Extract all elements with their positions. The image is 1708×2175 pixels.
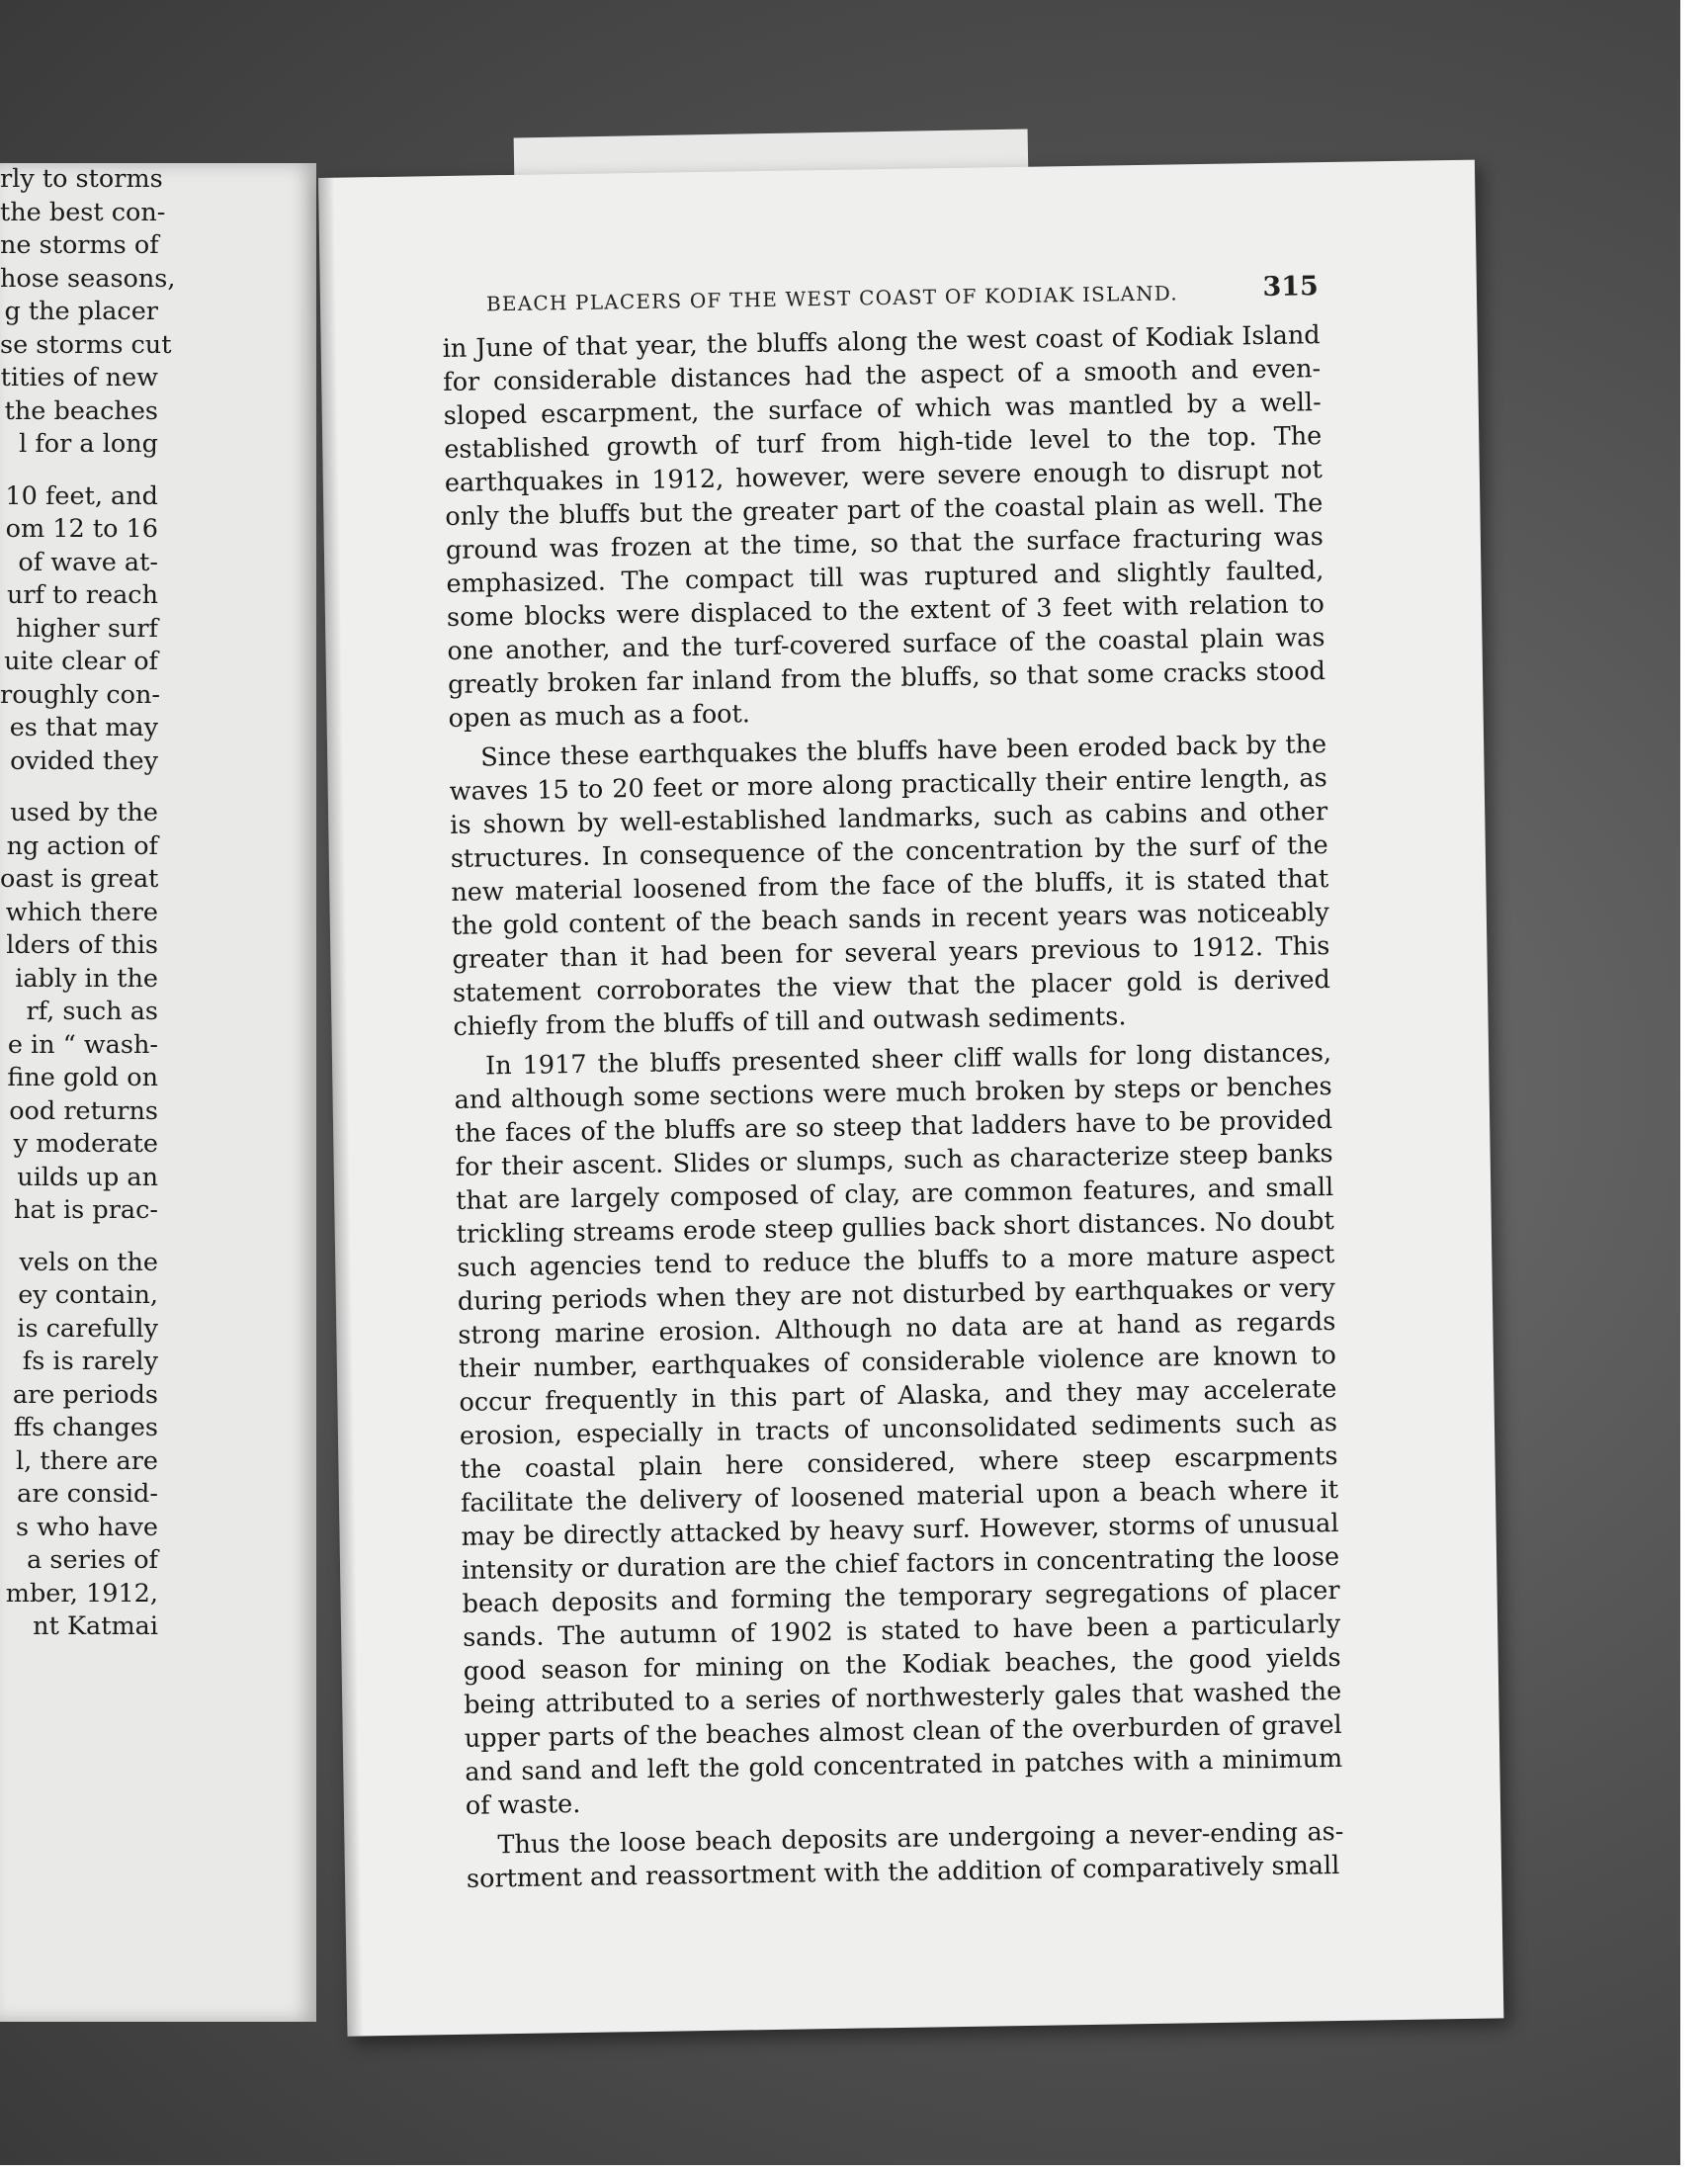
left-text-line: urf to reach [6,580,158,610]
body-text [442,318,1344,1902]
left-text-line: uite clear of [4,647,158,676]
left-text-line: iably in the [15,963,158,994]
paragraph-gap [0,778,158,797]
left-text-line: y moderate [13,1129,158,1159]
left-text-line: hat is prac- [14,1195,158,1225]
right-page [318,160,1503,2037]
left-text-line: e in “ wash- [7,1029,158,1060]
left-text-line: the best con- [0,197,166,227]
left-text-line: es that may [9,713,158,742]
paragraph-gap [0,462,158,480]
left-text-line: oast is great [0,864,159,894]
left-text-line: om 12 to 16 [5,514,158,544]
left-text-line: 10 feet, and [5,480,158,511]
left-text-line: are consid- [17,1479,158,1509]
paragraph: in June of that year, the bluffs along the west coast of Kodiak Island for considerable distances had the aspect of a smooth and even-sloped escarpment, the surface of which was mantled by a well-established growth of turf from high-tide level to the top. The earthquakes in 1912, however, were severe enough to disrupt not only the bluffs but the greater part of the coastal plain as well. The ground was frozen at the time, so that the surface fracturing was emphasized. The compact till was ruptured and slightly faulted, some blocks were displaced to the extent of 3 feet with relation to one another, and the turf-covered surface of the coastal plain was greatly broken far inland from the bluffs, so that some cracks stood open as much as a foot. [442,320,1326,734]
paragraph-gap [0,1228,158,1247]
left-text-line: uilds up an [17,1162,158,1192]
left-text-line: ood returns [9,1095,158,1126]
left-text-line: which there [5,897,158,927]
left-text-line: vels on the [19,1247,158,1277]
paragraph: Thus the loose beach deposits are undergoing a never-ending assortment and reassortment with the addition of comparatively small [466,1816,1344,1894]
left-text-line: hose seasons, [0,263,176,294]
left-text-line: nt Katmai [33,1611,158,1641]
page-number: 315 [1262,271,1320,304]
left-text-line: se storms cut [0,329,172,360]
left-text-line: fs is rarely [22,1347,158,1376]
left-text-line: ovided they [10,745,158,776]
left-page-text [0,163,176,1644]
left-text-line: used by the [10,798,158,827]
left-text-line: is carefully [17,1313,158,1344]
paragraph: Since these earthquakes the bluffs have been eroded back by the waves 15 to 20 feet or more along practically their entire length, as is shown by well-established landmarks, such as cabins and other structures. In consequence of the concentration by the surf of the new material loosened from the face of the bluffs, it is stated that the gold content of the beach sands in recent years was noticeably greater than it had been for several years previous to 1912. This statement corroborates the view that the placer gold is derived chiefly from the bluffs of till and outwash sediments. [449,730,1331,1042]
left-text-line: l, there are [16,1445,158,1476]
left-text-line: s who have [15,1512,158,1542]
left-text-line: mber, 1912, [5,1578,158,1609]
running-head: BEACH PLACERS OF THE WEST COAST OF KODIAK ISLAND. [485,281,1179,316]
left-text-line: of wave at- [18,547,158,577]
left-text-line: roughly con- [0,679,161,710]
left-text-line: l for a long [19,429,158,459]
left-text-line: rf, such as [26,997,158,1026]
left-text-line: g the placer [4,297,158,326]
left-text-line: fine gold on [7,1063,158,1092]
left-text-line: lders of this [6,930,158,960]
left-text-line: ey contain, [18,1280,158,1310]
left-text-line: rly to storms [0,164,163,194]
left-text-line: ng action of [6,830,158,861]
paragraph: In 1917 the bluffs presented sheer cliff walls for long distances, and although some sections were much broken by steps or benches the faces of the bluffs are so steep that ladders have to be provided for their ascent. Slides or slumps, such as characterize steep banks that are largely composed of clay, are common features, and small trickling streams erode steep gullies back short distances. No doubt such agencies tend to reduce the bluffs to a more mature aspect during periods when they are not disturbed by earthquakes or very strong marine erosion. Although no data are at hand as regards their number, earthquakes of considerable violence are known to occur frequently in this part of Alaska, and they may accelerate erosion, especially in tracts of unconsolidated sediments such as the coastal plain here considered, where steep escarpments facilitate the delivery of loosened material upon a beach where it may be directly attacked by heavy surf. However, storms of unusual intensity or duration are the chief factors in concentrating the loose beach deposits and forming the temporary segregations of placer sands. The autumn of 1902 is stated to have been a particularly good season for mining on the Kodiak beaches, the good yields being attributed to a series of northwesterly gales that washed the upper parts of the beaches almost clean of the overburden of gravel and sand and left the gold concentrated in patches with a minimum of waste. [454,1038,1343,1821]
left-text-line: are periods [12,1379,158,1410]
left-text-line: ne storms of [0,230,159,260]
left-text-line: tities of new [0,363,158,392]
left-text-line: the beaches [4,395,158,426]
left-text-line: ffs changes [13,1413,158,1442]
left-text-line: higher surf [16,613,158,644]
left-text-line: a series of [27,1545,158,1575]
